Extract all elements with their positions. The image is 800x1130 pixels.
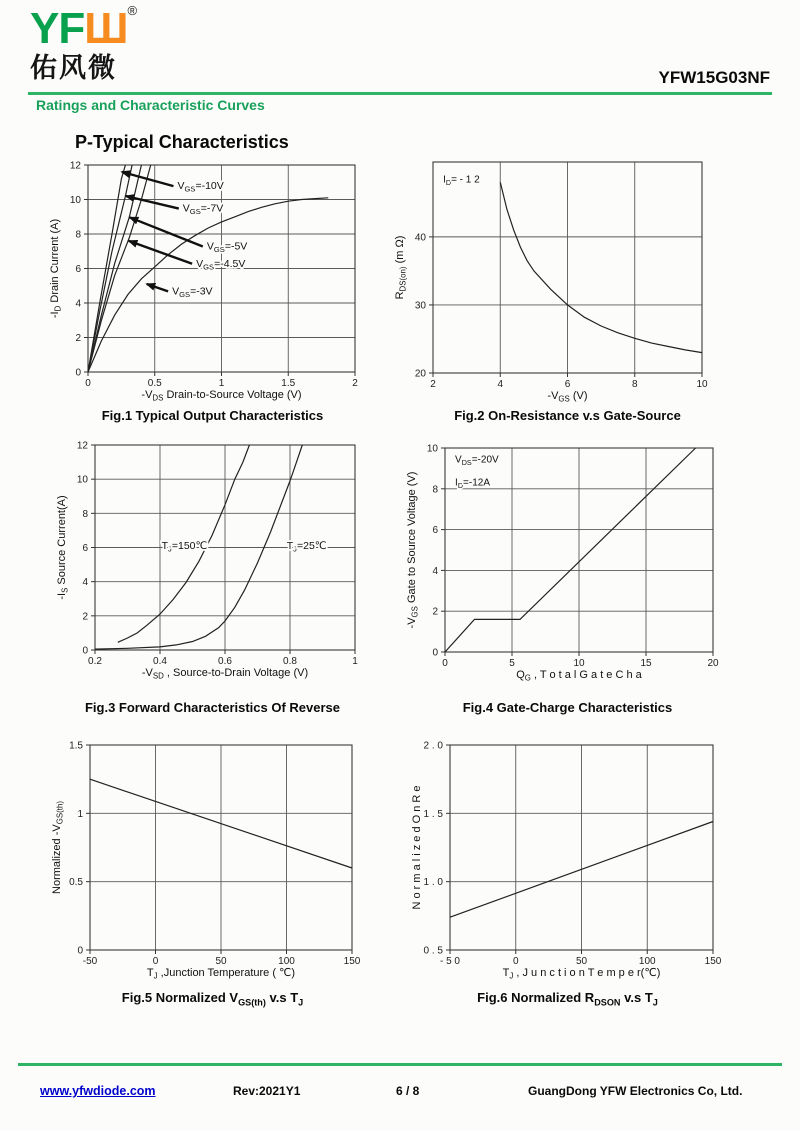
curve-label: $V_{GS}=-4.5V$	[196, 257, 246, 272]
y-tick-labels	[424, 741, 444, 957]
section-title: Ratings and Characteristic Curves	[36, 97, 265, 113]
svg-text:12: 12	[76, 440, 88, 452]
svg-text:8: 8	[75, 229, 81, 241]
svg-text:0: 0	[512, 956, 519, 967]
svg-text:0: 0	[75, 367, 81, 379]
curve-label-arrow	[126, 196, 179, 209]
fig4-caption: Fig.4 Gate-Charge Characteristics	[462, 700, 673, 715]
logo-w-icon: Ш	[84, 4, 128, 53]
y-axis-label: $-V_{GS}$ Gate to Source Voltage (V)	[406, 471, 420, 629]
fig6-caption: Fig.6 Normalized $R_{DSON}$ v.s $T_J$	[477, 990, 658, 1008]
svg-text:0 . 5: 0 . 5	[423, 945, 443, 957]
svg-text:0.2: 0.2	[88, 656, 102, 667]
svg-text:6: 6	[82, 543, 88, 554]
svg-text:100: 100	[278, 956, 295, 967]
svg-text:6: 6	[432, 525, 438, 537]
svg-text:0: 0	[152, 956, 159, 967]
curve-label: $T_J=150℃$	[161, 540, 208, 554]
svg-text:2: 2	[430, 379, 436, 390]
svg-text:0: 0	[82, 645, 88, 657]
svg-text:150: 150	[704, 956, 722, 967]
chart-fig6	[395, 728, 740, 995]
svg-text:10: 10	[76, 474, 88, 486]
grid-lines	[90, 745, 352, 950]
logo-wordmark	[30, 4, 136, 51]
x-axis-label: $T_J$ ,Junction Temperature ( ℃)	[146, 967, 296, 981]
fig2-plot	[395, 148, 740, 404]
grid-lines	[450, 745, 713, 950]
svg-text:2 . 0: 2 . 0	[423, 740, 443, 752]
x-axis-label: $Q_G$ , T o t a l G a t e C h a	[516, 669, 642, 683]
svg-text:5: 5	[509, 658, 515, 669]
x-tick-labels	[85, 378, 358, 389]
svg-text:10: 10	[426, 443, 438, 455]
svg-text:15: 15	[640, 658, 652, 669]
curve-label: $T_J=25℃$	[286, 540, 327, 554]
y-tick-labels	[415, 232, 427, 379]
x-tick-labels	[440, 956, 722, 967]
x-tick-labels	[83, 956, 361, 967]
svg-text:2: 2	[82, 611, 88, 623]
x-tick-labels	[88, 656, 358, 667]
svg-text:12: 12	[69, 160, 81, 172]
y-axis-label: Normalized $-V_{GS(th)}$	[51, 801, 65, 894]
chart-fig4	[395, 428, 740, 695]
svg-text:2: 2	[432, 606, 438, 618]
fig4-plot	[395, 428, 740, 690]
x-axis-label: $-V_{SD}$ , Source-to-Drain Voltage (V)	[141, 667, 309, 681]
svg-text:1: 1	[352, 656, 358, 667]
curve-label-arrow	[130, 217, 203, 246]
svg-text:8: 8	[82, 508, 88, 520]
chart-annotation: $I_D= - 1$ 2	[443, 174, 480, 187]
svg-text:40: 40	[414, 232, 426, 244]
svg-text:20: 20	[707, 658, 719, 669]
curve-label: $V_{GS}=-10V$	[177, 180, 224, 194]
fig3-plot	[40, 428, 385, 688]
svg-text:1: 1	[218, 378, 225, 389]
fig3-caption: Fig.3 Forward Characteristics Of Reverse	[84, 700, 341, 715]
curve-label: $V_{GS}=-3V$	[172, 285, 213, 299]
svg-text:0: 0	[442, 658, 448, 669]
svg-text:0.5: 0.5	[147, 378, 162, 389]
svg-text:8: 8	[631, 379, 638, 390]
svg-text:10: 10	[69, 195, 81, 206]
svg-text:20: 20	[414, 368, 426, 380]
curve-label: $V_{GS}=-7V$	[182, 202, 224, 217]
y-tick-labels	[69, 741, 83, 957]
svg-text:6: 6	[75, 264, 81, 275]
svg-text:6: 6	[564, 379, 571, 390]
svg-text:1: 1	[77, 808, 83, 820]
svg-text:4: 4	[497, 379, 504, 390]
fig5-caption: Fig.5 Normalized $V_{GS(th)}$ v.s $T_J$	[121, 990, 304, 1008]
tick-marks	[86, 745, 352, 954]
svg-text:150: 150	[343, 956, 361, 967]
header-divider	[28, 92, 772, 95]
x-axis-label: $T_J$ , J u n c t i o n T e m p e r(℃)	[502, 967, 661, 981]
page-title: P-Typical Characteristics	[75, 132, 289, 152]
x-tick-labels	[430, 379, 708, 390]
svg-text:1 . 5: 1 . 5	[423, 808, 443, 820]
x-tick-labels	[442, 658, 719, 669]
svg-text:-50: -50	[82, 956, 98, 967]
x-axis-label: $-V_{GS}$ (V)	[547, 390, 588, 404]
svg-text:50: 50	[215, 956, 227, 967]
y-axis-label: $R_{DS(on)}$ (m Ω)	[395, 235, 408, 300]
tick-marks	[429, 237, 702, 377]
svg-text:- 5 0: - 5 0	[439, 956, 461, 967]
website-link[interactable]: www.yfwdiode.com	[40, 1084, 156, 1098]
fig5-plot	[40, 728, 385, 990]
part-number: YFW15G03NF	[658, 68, 770, 87]
series-rds-on-	[500, 182, 702, 352]
svg-text:4: 4	[82, 577, 88, 589]
chart-fig3	[40, 428, 385, 693]
svg-text:2: 2	[75, 333, 81, 344]
footer-divider	[18, 1063, 782, 1066]
fig6-plot	[395, 728, 740, 990]
curve-label-arrow	[147, 284, 168, 291]
chart-fig5	[40, 728, 385, 995]
y-axis-label: N o r m a l i z e d O n R e	[411, 785, 423, 910]
tick-marks	[446, 745, 713, 954]
logo-chinese-name: 佑风微	[30, 53, 117, 84]
svg-text:50: 50	[575, 956, 588, 967]
chart-fig1	[40, 150, 385, 407]
page-number: 6 / 8	[396, 1084, 420, 1098]
fig1-plot	[40, 150, 385, 402]
registered-trademark-icon: ®	[127, 3, 137, 18]
svg-text:1.5: 1.5	[69, 740, 83, 752]
y-axis-label: $-I_D$ Drain Current (A)	[49, 218, 63, 319]
svg-text:8: 8	[432, 484, 438, 496]
curve-label: $V_{GS}=-5V$	[206, 240, 248, 255]
svg-text:30: 30	[414, 300, 426, 312]
svg-text:10: 10	[696, 379, 708, 390]
revision-label: Rev:2021Y1	[233, 1084, 301, 1098]
x-axis-label: $-V_{DS}$ Drain-to-Source Voltage (V)	[141, 389, 302, 402]
fig2-caption: Fig.2 On-Resistance v.s Gate-Source	[454, 408, 681, 423]
chart-annotation: $I_D=-12A$	[455, 477, 491, 491]
svg-text:1.5: 1.5	[281, 378, 296, 389]
svg-text:0.5: 0.5	[69, 877, 83, 889]
y-tick-labels	[427, 444, 439, 659]
company-logo	[30, 4, 136, 82]
svg-text:10: 10	[573, 658, 585, 669]
fig1-caption: Fig.1 Typical Output Characteristics	[101, 408, 324, 423]
curve-label-arrow	[129, 241, 192, 264]
chart-fig2	[395, 148, 740, 409]
chart-annotation: $V_{DS}=-20V$	[455, 454, 499, 467]
svg-text:4: 4	[75, 298, 81, 310]
y-tick-labels	[77, 441, 89, 657]
company-name: GuangDong YFW Electronics Co, Ltd.	[528, 1084, 743, 1098]
svg-text:0: 0	[85, 378, 91, 389]
y-axis-label: $-I_S$ Source Current(A)	[56, 495, 70, 600]
svg-text:2: 2	[352, 378, 358, 389]
logo-yf-text: YF	[30, 4, 85, 53]
y-tick-labels	[70, 161, 82, 379]
svg-text:4: 4	[432, 565, 438, 577]
svg-text:100: 100	[638, 956, 656, 967]
grid-lines	[433, 162, 702, 373]
series-curves	[500, 182, 702, 352]
svg-text:0.4: 0.4	[153, 656, 167, 667]
svg-text:0: 0	[77, 945, 83, 957]
svg-text:0.6: 0.6	[218, 656, 232, 667]
svg-text:0.8: 0.8	[283, 656, 297, 667]
svg-text:1 . 0: 1 . 0	[423, 877, 443, 889]
svg-text:0: 0	[432, 647, 438, 659]
